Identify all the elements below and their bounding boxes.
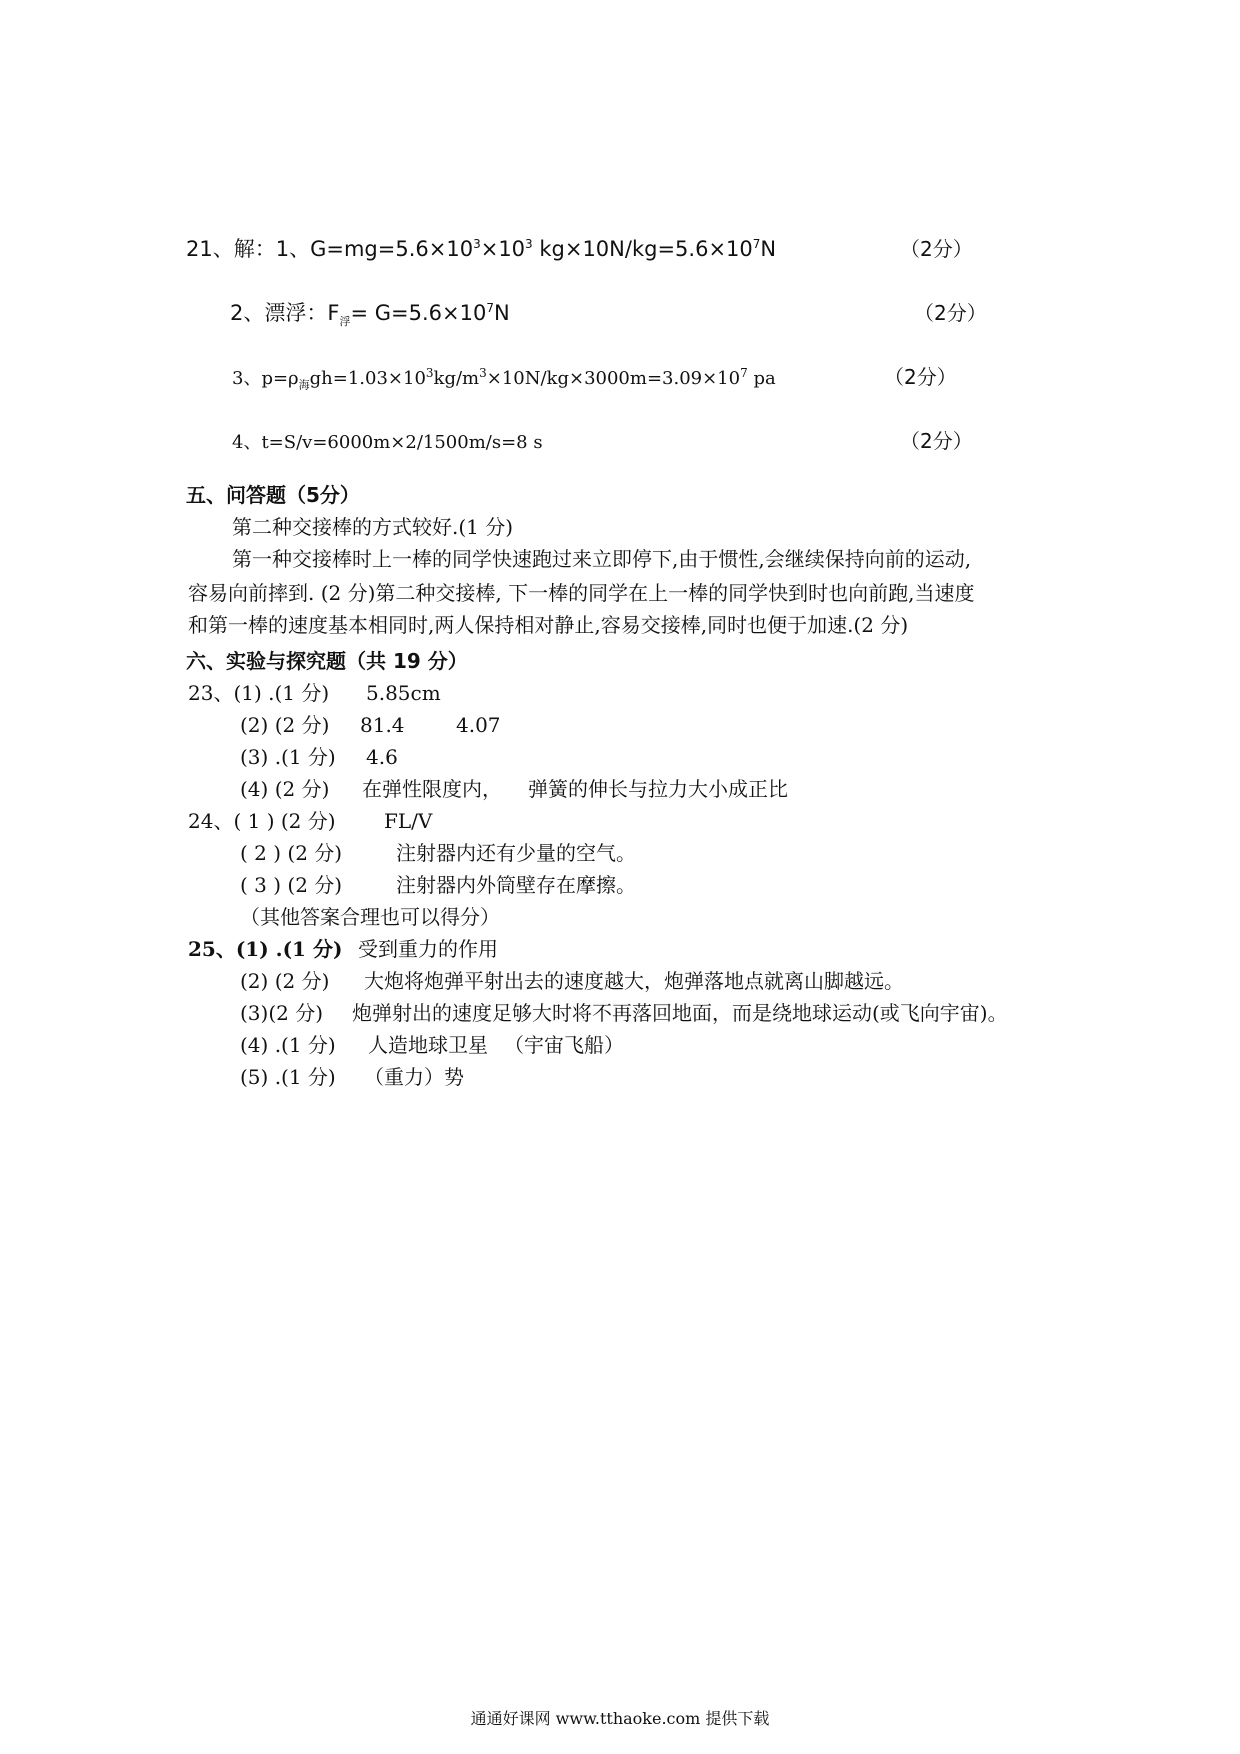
q24-row-2-value: 注射器内还有少量的空气。 <box>396 841 636 865</box>
footer-source: 通通好课网 www.tthaoke.com 提供下载 <box>470 1709 770 1728</box>
q25-row-4-label: (4) .(1 分) <box>240 1033 336 1057</box>
section6-heading: 六、实验与探究题（共 19 分） <box>186 649 468 673</box>
q24-row-3-label: ( 3 ) (2 分) <box>240 873 343 897</box>
q25-row-3-label: (3)(2 分) <box>240 1001 324 1025</box>
q24-row-1-value: FL/V <box>384 809 433 833</box>
q25-row-5-value: （重力）势 <box>364 1065 464 1089</box>
q23-row-4-label: (4) (2 分) <box>240 777 330 801</box>
q23-row-2-value-b: 4.07 <box>456 713 501 737</box>
q25-row-4-value-a: 人造地球卫星 <box>368 1033 488 1057</box>
q23-row-4-value-b: 弹簧的伸长与拉力大小成正比 <box>528 777 788 801</box>
q21-step2-score: （2分） <box>914 301 987 325</box>
q25-row-2-value: 大炮将炮弹平射出去的速度越大，炮弹落地点就离山脚越远。 <box>364 969 904 993</box>
q24-row-1-label: 24、( 1 ) (2 分) <box>188 809 336 833</box>
q23-row-2-label: (2) (2 分) <box>240 713 330 737</box>
q25-row-4-value-b: （宇宙飞船） <box>504 1033 624 1057</box>
q21-step4-score: （2分） <box>900 429 973 453</box>
q21-label: 21、解： <box>186 237 276 261</box>
q21-step3-line: 3、$p=\rho_海gh=1.03\times 10^3kg/m^3\times 10N/kg\times 3000m=3.09\times 10^7$ pa <box>232 366 776 392</box>
q23-row-4-value-a: 在弹性限度内， <box>362 777 502 801</box>
q23-row-1-value: 5.85cm <box>366 681 441 705</box>
q21-step1-score: （2分） <box>900 237 973 261</box>
section5-paragraph-2-line-1: 第一种交接棒时上一棒的同学快速跑过来立即停下,由于惯性,会继续保持向前的运动, <box>232 547 972 571</box>
q24-row-2-label: ( 2 ) (2 分) <box>240 841 343 865</box>
q25-row-5-label: (5) .(1 分) <box>240 1065 336 1089</box>
q23-row-1-label: 23、(1) .(1 分) <box>188 681 330 705</box>
q23-row-3-value: 4.6 <box>366 745 398 769</box>
section5-heading: 五、问答题（5分） <box>186 483 360 507</box>
section5-paragraph-2-line-3: 和第一棒的速度基本相同时,两人保持相对静止,容易交接棒,同时也便于加速.(2 分) <box>188 613 909 637</box>
q25-row-2-label: (2) (2 分) <box>240 969 330 993</box>
q25-row-1-label: 25、(1) .(1 分) <box>188 937 343 961</box>
q21-step2-line: 2、漂浮：$F_浮= G=5.6\times 10^7N$ <box>230 301 510 329</box>
q25-row-3-value: 炮弹射出的速度足够大时将不再落回地面，而是绕地球运动(或飞向宇宙)。 <box>352 1001 1008 1025</box>
q24-row-3-value: 注射器内外筒壁存在摩擦。 <box>396 873 636 897</box>
q23-row-2-value-a: 81.4 <box>360 713 405 737</box>
q23-row-3-label: (3) .(1 分) <box>240 745 336 769</box>
section5-paragraph-1: 第二种交接棒的方式较好.(1 分) <box>232 515 514 539</box>
q24-note: （其他答案合理也可以得分） <box>240 905 500 929</box>
q21-step3-score: （2分） <box>884 365 957 389</box>
q21-step1-line: 21、解：1、$G=mg=5.6\times 10^3\times 10^3$ $kg\times 10N/kg=5.6\times 10^7N$ <box>186 237 777 261</box>
section5-paragraph-2-line-2: 容易向前摔到. (2 分)第二种交接棒, 下一棒的同学在上一棒的同学快到时也向前跑,当速度 <box>188 581 975 605</box>
q25-row-1-value: 受到重力的作用 <box>358 937 498 961</box>
q21-step4-line: 4、t=S/v=6000m×2/1500m/s=8 s <box>232 432 543 453</box>
